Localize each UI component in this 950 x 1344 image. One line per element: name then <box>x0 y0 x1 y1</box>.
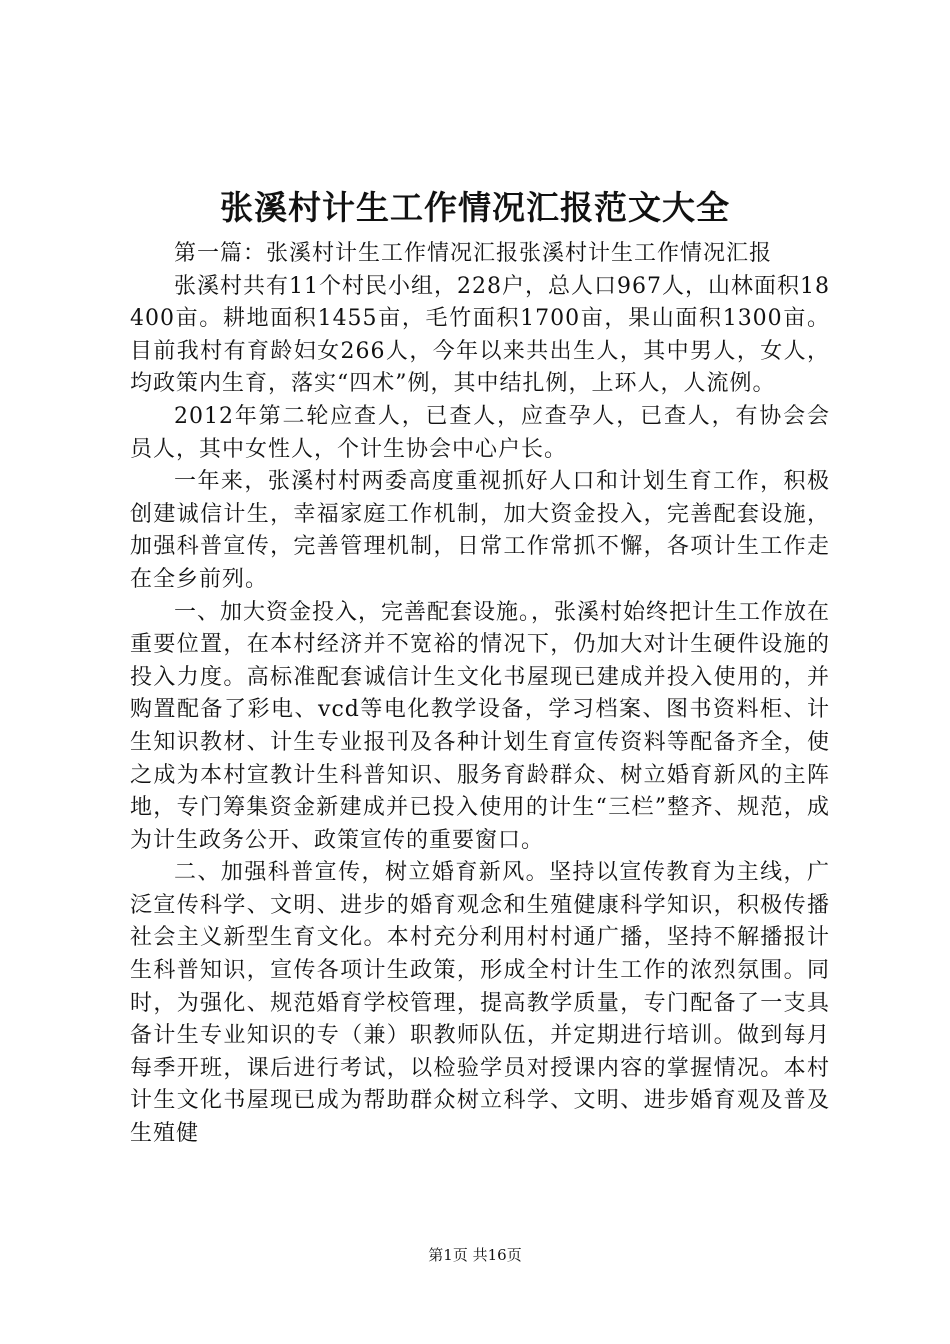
paragraph: 一、加大资金投入，完善配套设施。，张溪村始终把计生工作放在重要位置，在本村经济并不宽裕的情况下，仍加大对计生硬件设施的投入力度。高标准配套诚信计生文化书屋现已建成并投入使用的，并购置配备了彩电、vcd等电化教学设备，学习档案、图书资料柜、计生知识教材、计生专业报刊及各种计划生育宣传资料等配备齐全，使之成为本村宣教计生科普知识、服务育龄群众、树立婚育新风的主阵地，专门筹集资金新建成并已投入使用的计生“三栏”整齐、规范，成为计生政务公开、政策宣传的重要窗口。 <box>130 599 831 853</box>
paragraph: 张溪村共有11个村民小组，228户，总人口967人，山林面积18400亩。耕地面积1455亩，毛竹面积1700亩，果山面积1300亩。目前我村有育龄妇女266人，今年以来共出生人，其中男人，女人，均政策内生育，落实“四术”例，其中结扎例，上环人，人流例。 <box>130 273 830 397</box>
page-number-label: 第1页 共16页 <box>428 1246 522 1264</box>
page-footer <box>0 1245 950 1265</box>
paragraph: 一年来，张溪村村两委高度重视抓好人口和计划生育工作，积极创建诚信计生，幸福家庭工作机制，加大资金投入，完善配套设施，加强科普宣传，完善管理机制，日常工作常抓不懈，各项计生工作走在全乡前列。 <box>130 469 830 592</box>
paragraph: 第一篇：张溪村计生工作情况汇报张溪村计生工作情况汇报 <box>174 241 773 266</box>
document-title: 张溪村计生工作情况汇报范文大全 <box>220 188 730 227</box>
paragraph: 2012年第二轮应查人，已查人，应查孕人，已查人，有协会会员人，其中女性人，个计生协会中心户长。 <box>130 403 830 462</box>
paragraph: 二、加强科普宣传，树立婚育新风。坚持以宣传教育为主线，广泛宣传科学、文明、进步的婚育观念和生殖健康科学知识，积极传播社会主义新型生育文化。本村充分利用村村通广播，坚持不解播报计生科普知识，宣传各项计生政策，形成全村计生工作的浓烈氛围。同时，为强化、规范婚育学校管理，提高教学质量，专门配备了一支具备计生专业知识的专（兼）职教师队伍，并定期进行培训。做到每月每季开班，课后进行考试，以检验学员对授课内容的掌握情况。本村计生文化书屋现已成为帮助群众树立科学、文明、进步婚育观及普及生殖健 <box>130 860 830 1147</box>
document-body <box>130 238 830 1151</box>
